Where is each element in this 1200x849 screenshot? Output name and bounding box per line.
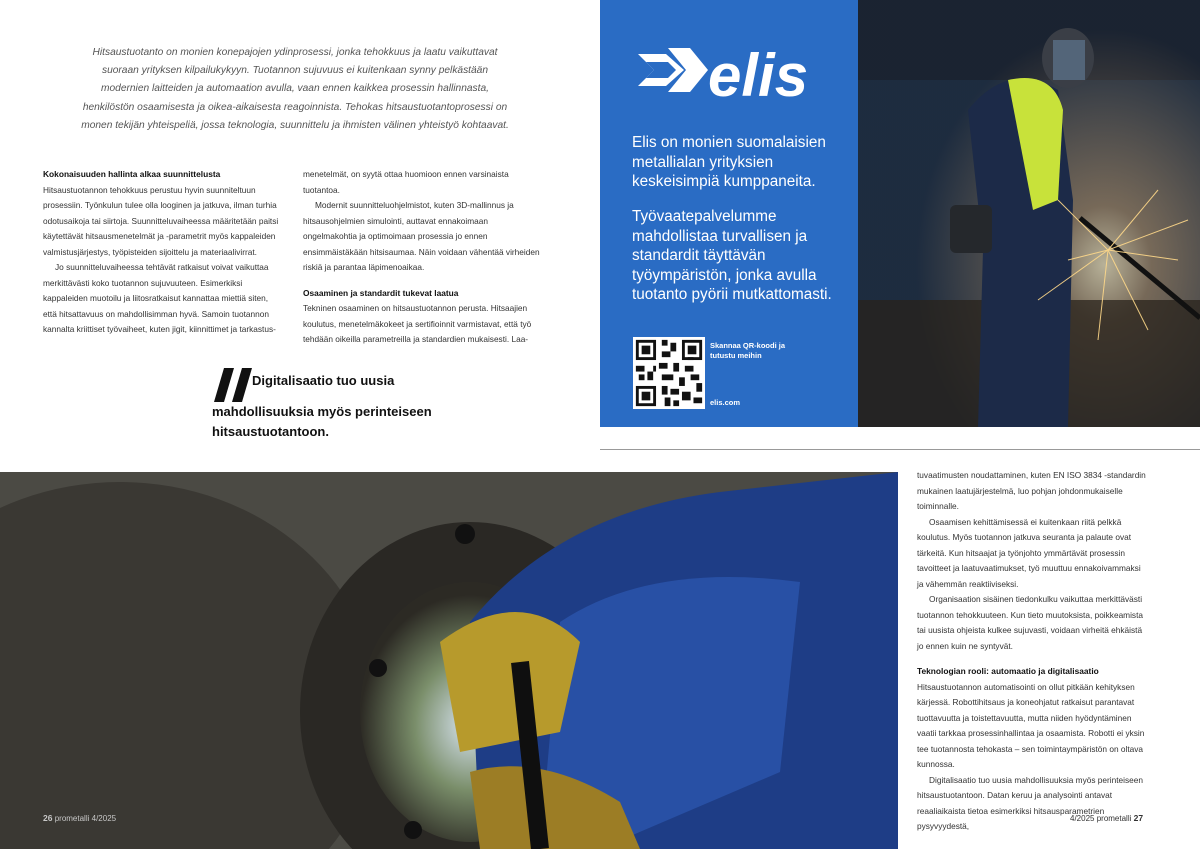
qr-caption: Skannaa QR-koodi ja tutustu meihin (710, 341, 786, 360)
pull-quote (212, 371, 442, 442)
article-column-1 (43, 167, 283, 338)
section-heading: Teknologian rooli: automaatio ja digitalisaatio (917, 666, 1099, 676)
body-paragraph: Organisaation sisäinen tiedonkulku vaikuttaa merkittävästi tuotannon tehokkuuteen. Kun tieto muutoksista, poikkeamista tai uusista ohjeista kulkee sujuvasti, voidaan virheitä ehkäistä jo ennen kuin ne syntyvät. (917, 594, 1144, 651)
ad-url-link[interactable]: elis.com (710, 398, 741, 407)
divider-rule (600, 449, 1200, 450)
body-paragraph: Digitalisaatio tuo uusia mahdollisuuksia myös perinteiseen hitsaustuotantoon. Datan keruu ja analysointi antavat reaaliaikaista tietoa esimerkiksi hitsausparametrien pysyvyydestä, (917, 774, 1143, 831)
elis-logo (638, 40, 828, 106)
body-paragraph: Modernit suunnitteluohjelmistot, kuten 3D-mallinnus ja hitsausohjelmien simulointi, auttavat ennakoimaan ongelmakohtia ja optimoimaan prosessia jo ennen ensimmäistäkään hitsisaumaa. Näin voidaan vähentää virheiden riskiä ja parantaa läpimenoaikaa. (303, 200, 540, 272)
body-paragraph: Jo suunnitteluvaiheessa tehtävät ratkaisut voivat vaikuttaa merkittävästi koko tuotannon sujuvuuteen. Esimerkiksi kappaleiden muotoilu ja liitosratkaisut kannattaa miettiä siten, että hitsattavuus on mahdollisimman hyvä. Samoin tuotannon kannalta kriittiset työvaiheet, kuten jigit, kiinnittimet ja tarkastus- (43, 262, 276, 334)
section-heading: Osaaminen ja standardit tukevat laatua (303, 287, 459, 298)
body-paragraph: Hitsaustuotannon tehokkuus perustuu hyvin suunniteltuun prosessiin. Työnkulun tulee olla looginen ja jatkuva, ilman turhia odotusaikoja tai siirtoja. Suunnitteluvaiheessa määritetään paitsi käytettävät hitsausmenetelmät ja -parametrit myös kappaleiden valmistusjärjestys, työpisteiden sijoittelu ja materiaalivirrat. (43, 184, 279, 257)
page-number: 27 (1133, 813, 1144, 823)
magazine-name: prometalli (54, 814, 90, 823)
body-paragraph: tuvaatimusten noudattaminen, kuten EN ISO 3834 -standardin mukainen laatujärjestelmä, luo pohjan johdonmukaiselle toiminnalle. (917, 470, 1146, 511)
pipe-welding-photo (0, 472, 898, 849)
pull-quote-text: Digitalisaatio tuo uusia mahdollisuuksia myös perinteiseen hitsaustuotantoon. (212, 373, 432, 439)
issue-label: 4/2025 (1070, 814, 1095, 823)
section-heading: Kokonaisuuden hallinta alkaa suunnittelusta (43, 169, 221, 179)
elis-wordmark: elis (708, 42, 809, 106)
article-column-3 (917, 468, 1147, 835)
body-paragraph: Osaamisen kehittämisessä ei kuitenkaan riitä pelkkä koulutus. Myös tuotannon jatkuva seuranta ja palaute ovat tärkeitä. Kun hitsaajat ja työnjohto ymmärtävät prosessin tavoitteet ja laatuvaatimukset, työ muuttuu ennakoivammaksi ja vähemmän reaktiiviseksi. (917, 516, 1141, 589)
article-column-2 (303, 167, 543, 348)
welder-sparks-photo (858, 0, 1200, 427)
lead-paragraph: Hitsaustuotanto on monien konepajojen ydinprosessi, jonka tehokkuus ja laatu vaikuttavat suoraan yrityksen kilpailukykyyn. Tuotannon sujuvuus ei kuitenkaan synny pelkästään modernien laitteiden ja automaation avulla, vaan ennen kaikkea prosessin hallinnasta, henkilöstön osaamisesta ja oikea-aikaisesta reagoinnista. Tehokas hitsaustuotantoprosessi on monen tekijän yhteispeliä, jossa teknologia, suunnittelu ja ihmisten välinen yhteistyö kohtaavat. (81, 47, 509, 131)
issue-label: 4/2025 (91, 814, 117, 823)
body-paragraph: menetelmät, on syytä ottaa huomioon ennen varsinaista tuotantoa. (303, 169, 509, 195)
elis-advertisement (600, 0, 858, 427)
folio-left (43, 813, 116, 823)
qr-code-icon[interactable] (633, 337, 705, 409)
page-number: 26 (43, 813, 53, 823)
body-paragraph: Hitsaustuotannon automatisointi on ollut pitkään kehityksen kärjessä. Robottihitsaus ja koneohjatut ratkaisut parantavat tuottavuutta ja toistettavuutta, mutta niiden hyödyntäminen vaatii tarkkaa prosessinhallintaa ja osaamista. Robotti ei yksin tee tuotannosta tehokasta – sen toimintaympäristön on oltava kunnossa. (917, 681, 1145, 769)
ad-text-service: Työvaatepalvelumme mahdollistaa turvallisen ja standardit täyttävän työympäristön, jonka avulla tuotanto pyörii mutkattomasti. (632, 208, 832, 303)
body-paragraph: Tekninen osaaminen on hitsaustuotannon perusta. Hitsaajien koulutus, menetelmäkokeet ja sertifioinnit varmistavat, että työ tehdään oikeilla parametreilla ja standardien mukaisesti. Laa- (303, 303, 532, 344)
quote-mark-icon (212, 368, 252, 402)
ad-text-intro: Elis on monien suomalaisien metallialan yrityksien keskeisimpiä kumppaneita. (632, 134, 826, 190)
magazine-name: prometalli (1096, 814, 1132, 823)
folio-right (1070, 813, 1143, 823)
